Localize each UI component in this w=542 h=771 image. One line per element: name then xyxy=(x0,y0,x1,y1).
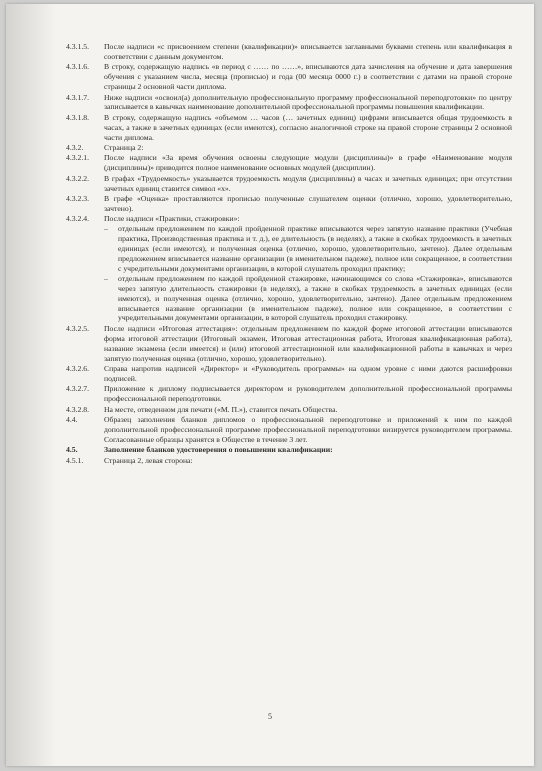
paragraph-text: Страница 2: xyxy=(104,143,144,153)
paragraph-text: В строку, содержащую надпись «в период с …… по ……», вписываются дата зачисления на обучение и дата завершения обучения с указанием числа, месяца (прописью) и года (00 месяца 0000 г.) в соответствии с датами на правой стороне страницы 2 основной части диплома. xyxy=(104,62,512,92)
paragraph xyxy=(66,364,512,384)
paragraph-number: 4.3.2.4. xyxy=(66,214,90,224)
paragraph-number: 4.3.2.5. xyxy=(66,323,90,333)
paragraph-text: В строку, содержащую надпись «объемом … часов (… зачетных единиц) цифрами вписывается общая трудоемкость в часах, а также в зачетных единицах (если имеются), согласно аналогичной строке на правой стороне страницы 2 основной части диплома. xyxy=(104,112,512,142)
document-page xyxy=(6,4,534,766)
section-heading xyxy=(66,445,512,455)
paragraph-body xyxy=(104,214,512,323)
paragraph-text: На месте, отведенном для печати («М. П.»), ставится печать Общества. xyxy=(104,404,338,414)
paragraph xyxy=(66,324,512,364)
paragraph-number: 4.3.2.7. xyxy=(66,384,90,394)
paragraph-number: 4.3.2.1. xyxy=(66,153,90,163)
paragraph-number: 4.5. xyxy=(66,445,78,455)
page-number: 5 xyxy=(268,712,272,721)
bullet-dash: – xyxy=(104,224,108,234)
paragraph-text: Приложение к диплому подписывается директором и руководителем дополнительной профессиональной программы профессиональной переподготовки. xyxy=(104,384,512,404)
paragraph-text: Страница 2, левая сторона: xyxy=(104,455,193,465)
paragraph xyxy=(66,174,512,194)
paragraph-number: 4.3.2.6. xyxy=(66,364,90,373)
paragraph-text: После надписи «Итоговая аттестация»: отдельным предложением по каждой форме итоговой аттестации вписываются форма итоговой аттестации (Итоговый экзамен, Итоговая аттестационная работа, Итоговая квалификационная работа), название экзамена (если имеется) и (или) итоговой аттестационной или квалификационной работы в кавычках и через запятую полученная оценка (отлично, хорошо, удовлетворительно). xyxy=(104,323,512,363)
paragraph-text: Ниже надписи «освоил(а) дополнительную профессиональную программу профессиональной переподготовки» по центру записывается в кавычках наименование дополнительной профессиональной программы повышения квалификации. xyxy=(104,92,512,112)
paragraph xyxy=(66,42,512,62)
paragraph-number: 4.3.1.7. xyxy=(66,92,90,102)
paragraph-number: 4.3.2. xyxy=(66,143,84,153)
section-heading-text: Заполнение бланков удостоверения о повышении квалификации: xyxy=(104,445,333,455)
paragraph-text: Образец заполнения бланков дипломов о профессиональной переподготовке и приложений к ним по каждой дополнительной профессиональной программе профессиональной переподготовки визируется руководителем программы. Согласованные образцы хранятся в Обществе в течение 3 лет. xyxy=(104,415,512,444)
paragraph xyxy=(66,415,512,445)
paragraph-text: В графе «Оценка» проставляются прописью полученные слушателем оценки (отлично, хорошо, удовлетворительно, зачтено). xyxy=(104,194,512,213)
paragraph xyxy=(66,214,512,323)
bullet-item xyxy=(104,274,512,324)
paragraph xyxy=(66,384,512,404)
paragraph-text: Справа напротив надписей «Директор» и «Руководитель программы» на одном уровне с ними даются расшифровки подписей. xyxy=(104,364,512,383)
paragraph-number: 4.3.1.8. xyxy=(66,112,90,122)
paragraph-number: 4.4. xyxy=(66,415,78,425)
paragraph-number: 4.3.1.6. xyxy=(66,62,90,72)
paragraph-text: В графах «Трудоемкость» указывается трудоемкость модуля (дисциплины) в часах и зачетных единицах; при отсутствии зачетных единиц ставится символ «х». xyxy=(104,173,512,193)
document-body xyxy=(66,42,512,466)
paragraph-text: После надписи «Практики, стажировки»: xyxy=(104,214,240,224)
bullet-item xyxy=(104,224,512,274)
paragraph xyxy=(66,62,512,92)
bullet-dash: – xyxy=(104,273,108,283)
paragraph xyxy=(66,143,512,153)
paragraph xyxy=(66,194,512,214)
paragraph xyxy=(66,153,512,173)
paragraph xyxy=(66,93,512,113)
paragraph-number: 4.3.2.8. xyxy=(66,404,90,414)
bullet-text: отдельным предложением по каждой пройденной стажировке, начинающимся со слова «Стажировка», вписываются через запятую длительность стажировки (в неделях), а также в скобках трудоемкость в зачетных единицах (если имеются), и полученная оценка (отлично, хорошо, удовлетворительно, зачтено). Далее отдельным предложением вписывается название организации (в именительном падеже), полное или сокращенное, в соответствии с учредительными документами организации, в которой слушатель проходил стажировку. xyxy=(118,273,512,323)
paragraph xyxy=(66,405,512,415)
paragraph-text: После надписи «За время обучения освоены следующие модули (дисциплины)» в графе «Наименование модуля (дисциплины)» приводится полное наименование основных модулей (дисциплин). xyxy=(104,153,512,173)
paragraph-number: 4.5.1. xyxy=(66,455,84,465)
bullet-text: отдельным предложением по каждой пройденной практике вписываются через запятую название практики (Учебная практика, Производственная практика и т. д.), ее длительность (в неделях), а также в скобках трудоемкость в зачетных единицах (если имеются), и полученная оценка (отлично, хорошо, удовлетворительно, зачтено). Далее отдельным предложением вписывается название организации (в именительном падеже), полное или сокращенное, в соответствии с учредительными документами организации, в которой слушатель проходил практику; xyxy=(118,224,512,273)
paragraph-text: После надписи «с присвоением степени (квалификации)» вписывается заглавными буквами степень или квалификация в соответствии с данным документом. xyxy=(104,42,512,61)
paragraph xyxy=(66,113,512,143)
paragraph-number: 4.3.2.3. xyxy=(66,194,90,204)
paragraph-number: 4.3.1.5. xyxy=(66,42,90,51)
paragraph xyxy=(66,456,512,466)
paragraph-number: 4.3.2.2. xyxy=(66,173,90,183)
